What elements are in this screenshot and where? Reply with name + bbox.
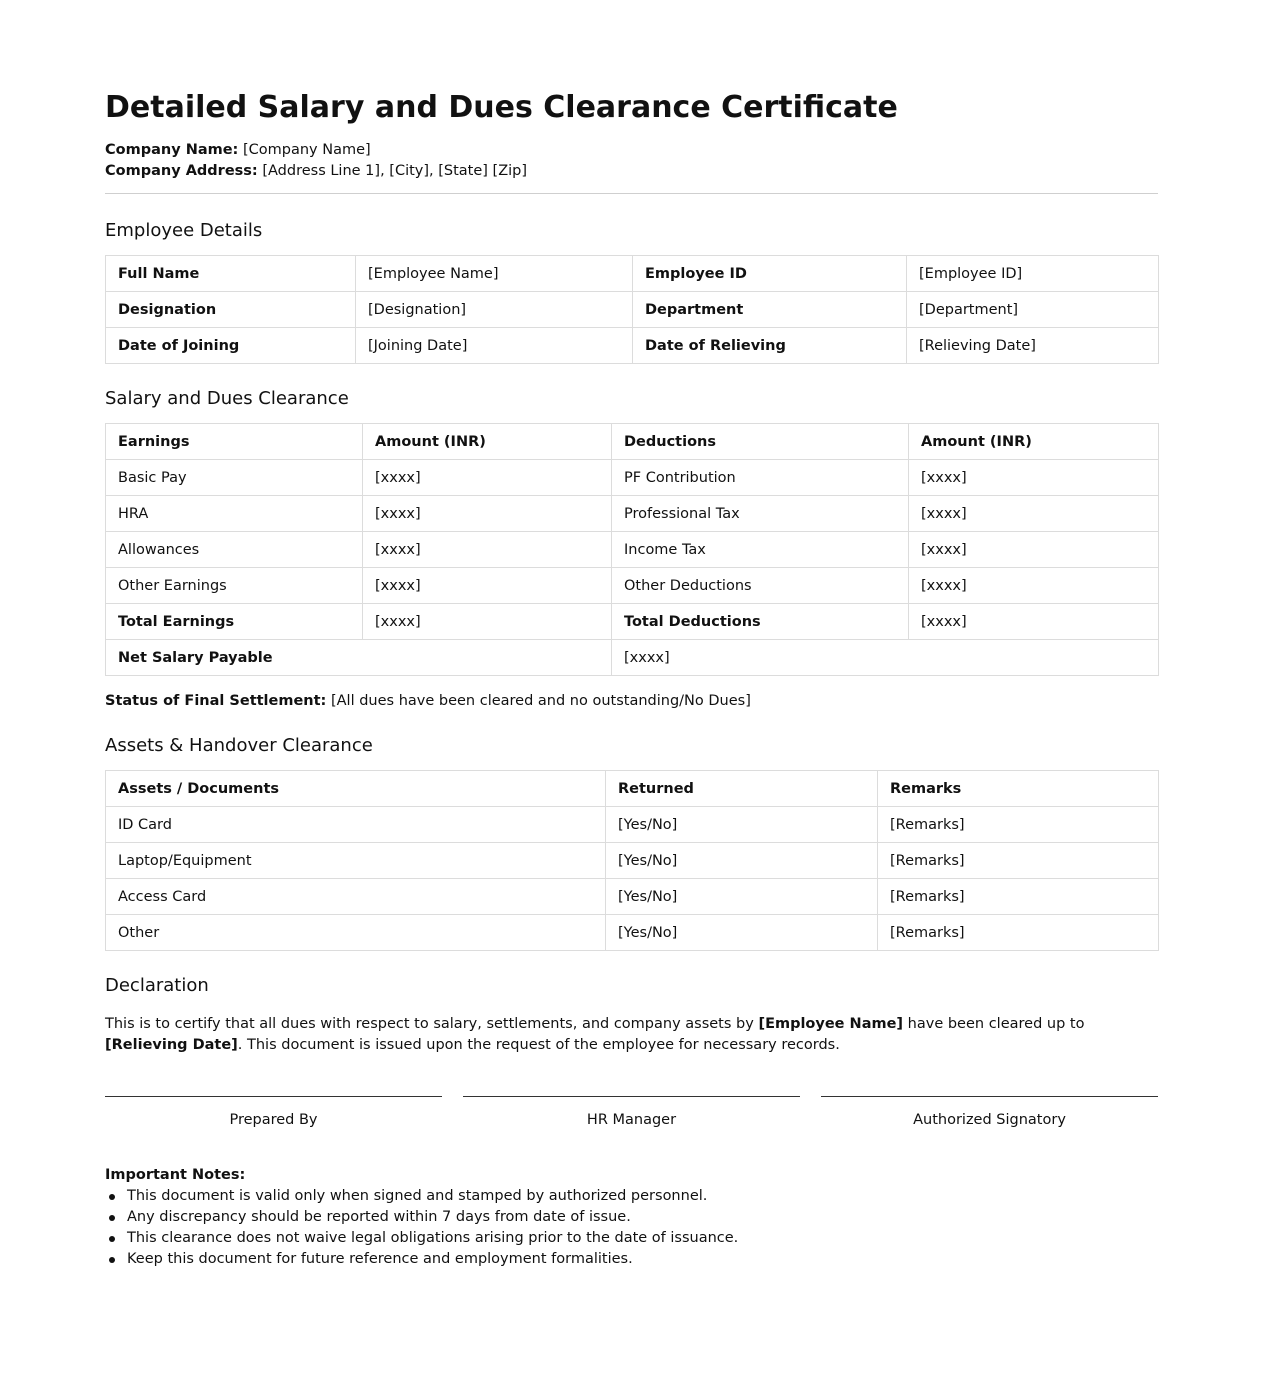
deduction-item: PF Contribution [612, 460, 909, 496]
settlement-status [105, 690, 751, 712]
list-item [105, 1228, 738, 1249]
earning-amount: [xxxx] [363, 532, 612, 568]
field-value: [Designation] [356, 292, 633, 328]
totals-row [106, 604, 1159, 640]
declaration-text [105, 1014, 1135, 1056]
assets-heading: Assets & Handover Clearance [105, 735, 373, 756]
net-salary-value: [xxxx] [612, 640, 1159, 676]
field-label: Date of Joining [106, 328, 356, 364]
signature-block-hr-manager [463, 1096, 800, 1130]
list-item [105, 1249, 738, 1270]
list-item [105, 1186, 738, 1207]
deduction-item: Professional Tax [612, 496, 909, 532]
employee-details-table [105, 255, 1159, 364]
signature-label: Authorized Signatory [913, 1112, 1066, 1128]
earning-item: Allowances [106, 532, 363, 568]
field-value: [Employee ID] [907, 256, 1159, 292]
column-header: Returned [606, 771, 878, 807]
table-row [106, 843, 1159, 879]
company-address-label: Company Address: [105, 163, 258, 179]
asset-returned: [Yes/No] [606, 915, 878, 951]
declaration-heading: Declaration [105, 975, 209, 996]
column-header: Earnings [106, 424, 363, 460]
table-row [106, 496, 1159, 532]
earning-amount: [xxxx] [363, 568, 612, 604]
table-row [106, 568, 1159, 604]
total-deductions-label: Total Deductions [612, 604, 909, 640]
table-row [106, 460, 1159, 496]
field-label: Department [633, 292, 907, 328]
table-row [106, 532, 1159, 568]
asset-returned: [Yes/No] [606, 879, 878, 915]
declaration-text-part: This is to certify that all dues with respect to salary, settlements, and company assets by [105, 1016, 759, 1032]
field-label: Designation [106, 292, 356, 328]
deduction-amount: [xxxx] [909, 532, 1159, 568]
signature-label: Prepared By [229, 1112, 318, 1128]
column-header: Remarks [878, 771, 1159, 807]
declaration-employee-name: [Employee Name] [758, 1016, 904, 1032]
notes-title: Important Notes: [105, 1167, 246, 1183]
note-text: Keep this document for future reference and employment formalities. [127, 1251, 633, 1267]
earning-item: HRA [106, 496, 363, 532]
field-label: Date of Relieving [633, 328, 907, 364]
table-header-row [106, 424, 1159, 460]
asset-remarks: [Remarks] [878, 807, 1159, 843]
asset-remarks: [Remarks] [878, 879, 1159, 915]
salary-heading: Salary and Dues Clearance [105, 388, 349, 409]
asset-returned: [Yes/No] [606, 843, 878, 879]
declaration-relieving-date: [Relieving Date] [105, 1037, 238, 1053]
column-header: Deductions [612, 424, 909, 460]
asset-name: Other [106, 915, 606, 951]
asset-remarks: [Remarks] [878, 915, 1159, 951]
asset-name: Access Card [106, 879, 606, 915]
salary-table [105, 423, 1159, 676]
bullet-icon [109, 1215, 115, 1221]
earning-item: Basic Pay [106, 460, 363, 496]
page-title: Detailed Salary and Dues Clearance Certificate [105, 90, 898, 125]
deduction-amount: [xxxx] [909, 496, 1159, 532]
asset-returned: [Yes/No] [606, 807, 878, 843]
total-deductions-amount: [xxxx] [909, 604, 1159, 640]
field-label: Employee ID [633, 256, 907, 292]
deduction-amount: [xxxx] [909, 568, 1159, 604]
company-address-value: [Address Line 1], [City], [State] [Zip] [262, 163, 528, 179]
note-text: This clearance does not waive legal obligations arising prior to the date of issuance. [127, 1230, 739, 1246]
asset-remarks: [Remarks] [878, 843, 1159, 879]
company-name-value: [Company Name] [242, 142, 371, 158]
note-text: This document is valid only when signed and stamped by authorized personnel. [127, 1188, 708, 1204]
total-earnings-label: Total Earnings [106, 604, 363, 640]
column-header: Amount (INR) [909, 424, 1159, 460]
deduction-amount: [xxxx] [909, 460, 1159, 496]
asset-name: Laptop/Equipment [106, 843, 606, 879]
earning-item: Other Earnings [106, 568, 363, 604]
list-item [105, 1207, 738, 1228]
field-value: [Relieving Date] [907, 328, 1159, 364]
field-label: Full Name [106, 256, 356, 292]
field-value: [Employee Name] [356, 256, 633, 292]
declaration-text-part: . This document is issued upon the request of the employee for necessary records. [237, 1037, 840, 1053]
settlement-status-value: [All dues have been cleared and no outstanding/No Dues] [330, 693, 751, 709]
note-text: Any discrepancy should be reported within 7 days from date of issue. [127, 1209, 631, 1225]
table-row [106, 256, 1159, 292]
table-row [106, 807, 1159, 843]
net-salary-label: Net Salary Payable [106, 640, 612, 676]
column-header: Amount (INR) [363, 424, 612, 460]
declaration-text-part: have been cleared up to [903, 1016, 1085, 1032]
settlement-status-label: Status of Final Settlement: [105, 693, 327, 709]
signature-block-authorized-signatory [821, 1096, 1158, 1130]
table-row [106, 915, 1159, 951]
signature-label: HR Manager [586, 1112, 677, 1128]
deduction-item: Other Deductions [612, 568, 909, 604]
company-name-line [105, 140, 371, 161]
table-header-row [106, 771, 1159, 807]
earning-amount: [xxxx] [363, 460, 612, 496]
assets-table [105, 770, 1159, 951]
table-row [106, 879, 1159, 915]
signature-block-prepared-by [105, 1096, 442, 1130]
notes-list [105, 1186, 738, 1270]
field-value: [Department] [907, 292, 1159, 328]
asset-name: ID Card [106, 807, 606, 843]
company-address-line [105, 161, 527, 182]
bullet-icon [109, 1194, 115, 1200]
total-earnings-amount: [xxxx] [363, 604, 612, 640]
field-value: [Joining Date] [356, 328, 633, 364]
company-name-label: Company Name: [105, 142, 239, 158]
net-salary-row [106, 640, 1159, 676]
deduction-item: Income Tax [612, 532, 909, 568]
bullet-icon [109, 1236, 115, 1242]
column-header: Assets / Documents [106, 771, 606, 807]
employee-details-heading: Employee Details [105, 220, 263, 241]
header-divider [105, 193, 1158, 194]
bullet-icon [109, 1257, 115, 1263]
table-row [106, 328, 1159, 364]
table-row [106, 292, 1159, 328]
earning-amount: [xxxx] [363, 496, 612, 532]
